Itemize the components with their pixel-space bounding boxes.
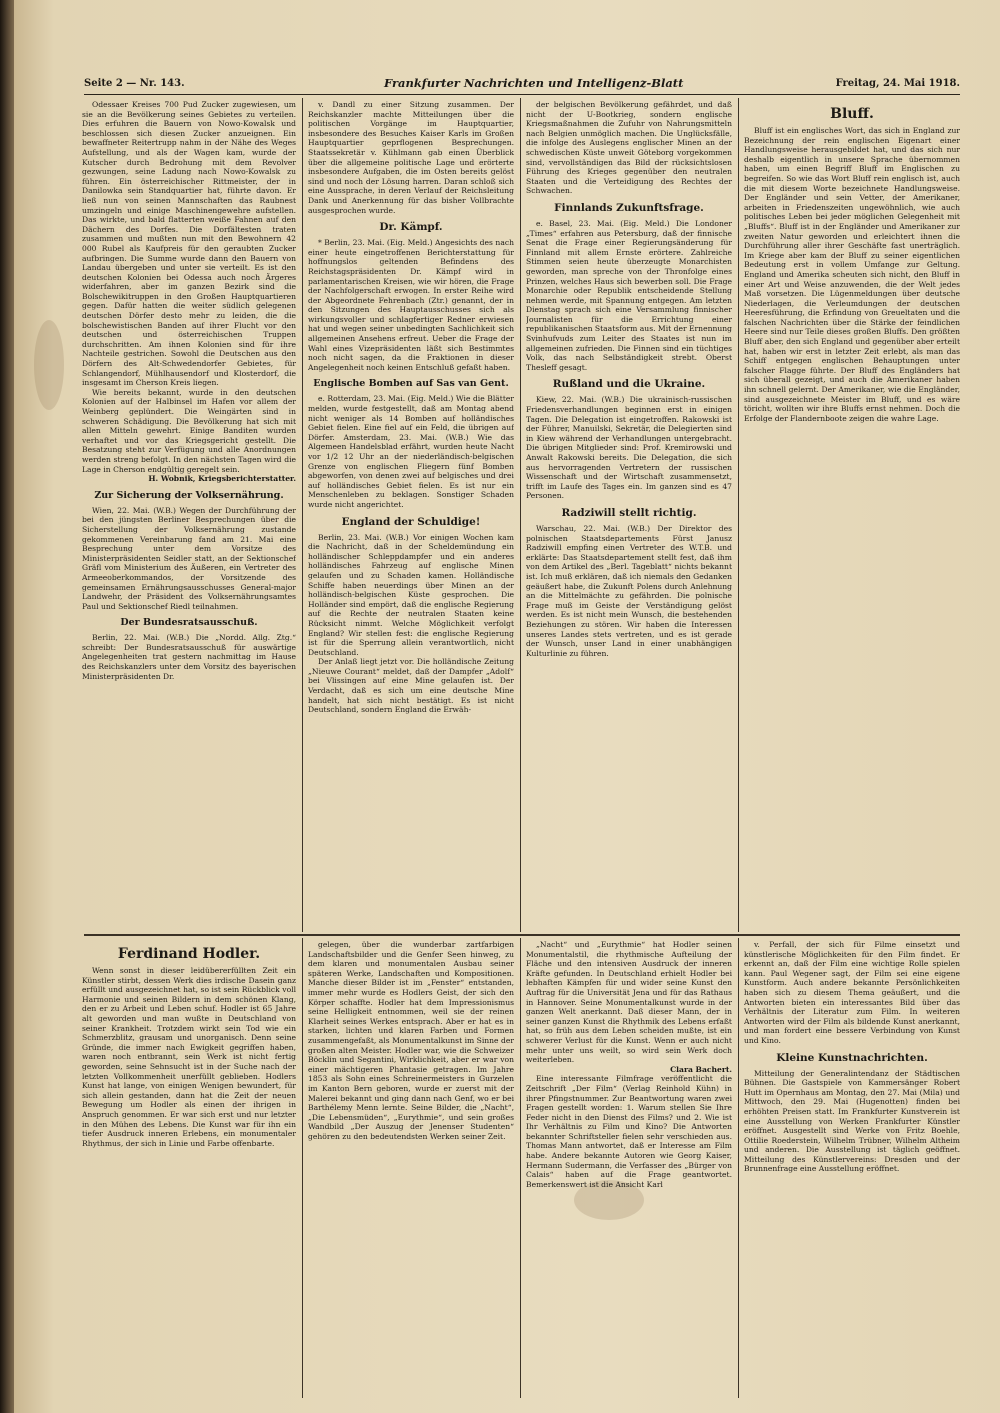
byline: H. Wobnik, Kriegsberichterstatter. xyxy=(148,474,296,484)
headline-radziwill: Radziwill stellt richtig. xyxy=(561,506,697,519)
article-text: Wien, 22. Mai. (W.B.) Wegen der Durchführung der bei den jüngsten Berliner Besprechungen über die Sicherstellung der Volksernährung zustande gekommenen Vereinbarung fand am 21. Mai eine Besprechung unter dem Vorsitze des Ministerpräsidenten Seidler statt, an der Sektionschef Gräfl vom Ministerium des Äußeren, ein Vertreter des Armeeoberkommandos, der Vorsitzende des gemeinsamen Ernährungsausschusses General-major Landwehr, der Präsident des Volksernährungsamtes Paul und Sektionschef Riedl teilnahmen. xyxy=(82,505,296,611)
article-text: v. Dandl zu einer Sitzung zusammen. Der Reichskanzler machte Mitteilungen über die politischen Vorgänge im Hauptquartier, insbesondere des Besuches Kaiser Karls im Großen Hauptquartier geprflogenen Besprechungen. Staatssekretär v. Kühlmann gab einen Überblick über die allgemeine politische Lage und erörterte insbesondere Aufgaben, die im Osten bereits gelöst sind und noch der Lösung harren. Daran schloß sich eine Aussprache, in deren Verlauf der Reichsleitung Dank und Anerkennung für das bisher Vollbrachte ausgesprochen wurde. xyxy=(308,100,514,215)
headline-bomben: Englische Bomben auf Sas van Gent. xyxy=(313,378,509,390)
article-column-2 xyxy=(308,100,514,932)
article-text: Wie bereits bekannt, wurde in den deutschen Kolonien auf der Halbinsel im Hafen vor allem der Weinberg geplündert. Die Weingärten sind in schweren Schädigung. Die Bevölkerung hat sich mit allen Mitteln gewehrt. Einige Banditen wurden verhaftet und vor das Kriegsgericht gestellt. Die Besatzung steht zur Verfügung und alle Anordnungen werden streng befolgt. In den nächsten Tagen wird die Lage in Cherson endgültig geregelt sein. xyxy=(82,387,296,474)
article-text: Mitteilung der Generalintendanz der Städtischen Bühnen. Die Gastspiele von Kammersänger Robert Hutt im Opernhaus am Montag, den 27. Mai (Mila) und Mittwoch, den 29. Mai (Hugenotten) finden bei erhöhten Preisen statt. Im Frankfurter Kunstverein ist eine Ausstellung von Werken Frankfurter Künstler eröffnet. Ausgestellt sind Werke von Fritz Boehle, Ottilie Roederstein, Wilhelm Trübner, Wilhelm Altheim und anderen. Die Ausstellung ist täglich geöffnet. Mitteilung des Künstlervereins: Dresden und der Brunnenfrage eine Ausstellung eröffnet. xyxy=(744,1068,960,1174)
column-rule xyxy=(302,98,303,932)
article-text: Berlin, 23. Mai. (W.B.) Vor einigen Wochen kam die Nachricht, daß in der Scheldemündung ein holländischer Schleppdampfer und ein anderes holländisches Fahrzeug auf englische Minen gelaufen und zu Schaden kamen. Holländische Schiffe haben neuerdings über Minen an der holländisch-belgischen Küste gesprochen. Die Holländer sind empört, daß die englische Regierung auf die Rechte der neutralen Staaten keine Rücksicht nimmt. Welche Möglichkeit verfolgt England? Wir stellen fest: die englische Regierung ist für die Sperrung allein verantwortlich, nicht Deutschland. xyxy=(308,532,514,657)
article-text: e. Basel, 23. Mai. (Eig. Meld.) Die Londoner „Times“ erfahren aus Petersburg, daß der finnische Senat die Frage einer Regierungsänderung für Finnland mit allem Ernste erörtere. Zahlreiche Stimmen seien heute überzeugte Monarchisten geworden, man spreche von der Thronfolge eines Prinzen, welches Haus sich bewerben soll. Die Frage Monarchie oder Republik entscheidende Stellung nehmen werde, mit Spannung entgegen. Am letzten Dienstag sprach sich eine Versammlung finnischer Journalisten für die Errichtung einer republikanischen Staatsform aus. Mit der Ernennung Svinhufvuds zum Leiter des Staates ist nun im allgemeinen zufrieden. Die Finnen sind ein tüchtiges Volk, das nach Selbständigkeit strebt. Oberst Thesleff gesagt. xyxy=(526,218,732,372)
headline-hodler: Ferdinand Hodler. xyxy=(117,946,261,962)
column-rule xyxy=(738,98,739,932)
article-text: gelegen, über die wunderbar zartfarbigen Landschaftsbilder und die Genfer Seen hinweg, zu dem klaren und monumentalen Ausbau seiner späteren Werke, Landschaften und Kompositionen. Manche dieser Bilder ist im „Fenster“ entstanden, immer mehr wurde es Hodlers Geist, der sich den Körper schaffte. Hodler hat dem Impressionismus seine Helligkeit entnommen, weil sie der reinen Klarheit seines Werkes entsprach. Aber er hat es in starken, lichten und klaren Farben und Formen zusammengefaßt, als Monumentalkunst im Sinne der großen alten Meister. Hodler war, wie die Schweizer Böcklin und Segantini, Wirklichkeit, aber er war von einer mächtigeren Phantasie getragen. Im Jahre 1853 als Sohn eines Schreinermeisters in Gurzelen im Kanton Bern geboren, wurde er zuerst mit der Malerei bekannt und ging dann nach Genf, wo er bei Barthélemy Menn lernte. Seine Bilder, die „Nacht“, „Die Lebensmüden“, „Eurythmie“, und sein großes Wandbild „Der Auszug der Jenenser Studenten“ gehören zu den bedeutendsten Werken seiner Zeit. xyxy=(308,940,514,1141)
feuilleton-column-4 xyxy=(744,940,960,1398)
headline-volksernaehrung: Zur Sicherung der Volksernährung. xyxy=(94,489,284,501)
article-column-3 xyxy=(526,100,732,932)
feuilleton-column-1 xyxy=(82,940,296,1398)
column-rule xyxy=(520,938,521,1398)
page-header xyxy=(84,72,960,95)
article-text: Wenn sonst in dieser leidübererfüllten Zeit ein Künstler stirbt, dessen Werk dies irdische Dasein ganz erfüllt und ausgezeichnet hat, so ist sein Rückblick voll Harmonie und seinen Bildern in dem schönen Klang, den er zu Arbeit und Leben schuf. Hodler ist 65 Jahre alt geworden und man wußte in Deutschland von seiner Krankheit. Trotzdem wirkt sein Tod wie ein Schmerzblitz, grausam und unorganisch. Denn seine Gründe, die immer nach Ewigkeit gegriffen haben, waren noch entbrannt, sein Werk ist nicht fertig geworden, seine Sehnsucht ist in der Suche nach der letzten Vollkommenheit unerfüllt geblieben. Hodlers Kunst hat lange, von einigen Wenigen bewundert, für sich allein gestanden, dann hat die Zeit der neuen Bewegung um Hodler als einen der ihrigen in Anspruch genommen. Er war sich erst und nur letzter in den Mühen des Lebens. Die Kunst war für ihn ein tiefer Ausdruck inneren Erlebens, ein monumentaler Rhythmus, der sich in Linie und Farbe offenbarte. xyxy=(82,966,296,1148)
article-text: Kiew, 22. Mai. (W.B.) Die ukrainisch-russischen Friedensverhandlungen beginnen erst in einigen Tagen. Die Delegation ist eingetroffen. Rakowski ist der Führer, Manuilski, Sekretär, die Delegierten sind in Kiew während der Verhandlungen untergebracht. Die übrigen Mitglieder sind: Prof. Kremirowski und Anwalt Rakowski bereits. Die Delegation, die sich aus hervorragenden Vertretern der russischen Wissenschaft und der Wirtschaft zusammensetzt, trifft im Laufe des Tages ein. Im ganzen sind es 47 Personen. xyxy=(526,395,732,501)
article-text: Odessaer Kreises 700 Pud Zucker zugewiesen, um sie an die Bevölkerung seines Gebietes zu verteilen. Dies erfuhren die Bauern von Nowo-Kowalsk und beschlossen sich diesen Zucker anzueignen. Ein bewaffneter Reitertrupp nahm in der Nähe des Weges Aufstellung, und als der Wagen kam, wurde der Kutscher durch Bedrohung mit dem Revolver gezwungen, seine Ladung nach Nowo-Kowalsk zu führen. Ein österreichischer Rittmeister, der in Danilowka sein Standquartier hat, führte davon. Er ließ nun von seinen Mannschaften das Raubnest umzingeln und einige Maschinengewehre aufstellen. Das wirkte, und bald flatterten weiße Fahnen auf den Dächern des Dorfes. Die Dorfältesten traten zusammen und mußten nun mit den Bewohnern 42 000 Rubel als Kaufpreis für den geraubten Zucker aufbringen. Die Summe wurde dann den Bauern von Landau übergeben und unter sie verteilt. Es ist den deutschen Kolonien bei Odessa auch noch Ärgeres widerfahren, aber im ganzen Bezirk sind die Bolschewikitruppen in den Großen Hauptquartieren gegen. Dafür hatten die weiter südlich gelegenen deutschen Dörfer desto mehr zu leiden, die die bolschewistischen Banden auf ihrer Flucht vor den deutschen und österreichischen Truppen durchschritten. Am ihnen Kolonien sind für ihre Nachteile gestrichen. Sowohl die Deutschen aus den Dörfern des Alt-Schwedendorfer Gebietes, für Schlangendorf, Mühlhausendorf und Klosterdorf, die insgesamt im Cherson Kreis liegen. xyxy=(82,100,296,388)
issue-date: Freitag, 24. Mai 1918. xyxy=(835,78,960,89)
page-number: Seite 2 — Nr. 143. xyxy=(84,78,185,89)
newspaper-page xyxy=(14,0,1000,1413)
section-rule xyxy=(84,934,960,936)
article-text: Bluff ist ein englisches Wort, das sich in England zur Bezeichnung der rein englischen Eigenart einer Handlungsweise herausgebildet hat, und das sich nur deshalb eigentlich in unsere Sprache übernommen haben, um einen Begriff Bluff im Englischen zu begreifen. So wie das Wort Bluff rein englisch ist, auch die mit diesem Worte bezeichnete Handlungsweise. Der Engländer und sein Vetter, der Amerikaner, arbeiten in Friedenszeiten ungewöhnlich, wie auch politisches Leben bei jeder möglichen Gelegenheit mit „Bluffs“. Bluff ist in der Engländer und Amerikaner zur zweiten Natur geworden und erleichtert ihnen die Durchführung aller ihrer Geschäfte fast unerträglich. Im Kriege aber kam der Bluff zu seiner eigentlichen Bedeutung erst in vollem Umfange zur Geltung. England und Amerika scheuten sich nicht, den Bluff in einer Art und Weise anzuwenden, die der Welt jedes Maß vorsetzen. Die Lügenmeldungen über deutsche Niederlagen, die Verleumdungen der deutschen Heeresführung, die Erfindung von Greueltaten und die falschen Nachrichten über die Stärke der feindlichen Heere sind nur Teile dieses großen Bluffs. Den größten Bluff aber, den sich England und gegenüber aber erteilt hat, haben wir erst in letzter Zeit erlebt, als man das Schiff entgegen englischen Behauptungen unter falscher Flagge führte. Der Bluff des Engländers hat sich überall gezeigt, und auch die Amerikaner haben ihn schnell gelernt. Der Amerikaner, wie die Engländer, sind ausgezeichnete Meister im Bluff, und es wäre töricht, wollten wir ihre Bluffs ernst nehmen. Doch die Erfolge der Flandernboote zeigen die wahre Lage. xyxy=(744,126,960,423)
newspaper-title: Frankfurter Nachrichten und Intelligenz-Blatt xyxy=(384,76,684,90)
headline-finnland: Finnlands Zukunftsfrage. xyxy=(554,201,704,214)
headline-kaempf: Dr. Kämpf. xyxy=(379,221,443,234)
paper-stain xyxy=(34,320,64,410)
article-column-1 xyxy=(82,100,296,932)
headline-russland: Rußland und die Ukraine. xyxy=(552,378,706,391)
article-text: Eine interessante Filmfrage veröffentlicht die Zeitschrift „Der Film“ (Verlag Reinhold Kühn) in ihrer Pfingstnummer. Zur Beantwortung waren zwei Fragen gestellt worden: 1. Warum stellen Sie Ihre Feder nicht in den Dienst des Films? und 2. Wie ist Ihr Verhältnis zu Film und Kino? Die Antworten bekannter Schriftsteller fielen sehr verschieden aus. Thomas Mann antwortet, daß er Interesse am Film habe. Andere bekannte Autoren wie Georg Kaiser, Hermann Sudermann, die Verfasser des „Bürger von Calais“ haben auf die Frage geantwortet. Bemerkenswert ist die Ansicht Karl xyxy=(526,1074,732,1189)
column-rule xyxy=(520,98,521,932)
article-text: Der Anlaß liegt jetzt vor. Die holländische Zeitung „Nieuwe Courant“ meldet, daß der Dampfer „Adolf“ bei Vlissingen auf eine Mine gelaufen ist. Der Verdacht, daß es sich um eine deutsche Mine handelt, hat sich nicht bestätigt. Es ist nicht Deutschland, sondern England die Erwäh- xyxy=(308,657,514,715)
article-text: der belgischen Bevölkerung gefährdet, und daß nicht der U-Bootkrieg, sondern englische Kriegsmaßnahmen die Zufuhr von Nahrungsmitteln nach Belgien unmöglich machen. Die Unglücksfälle, die infolge des Auslegens englischer Minen an der schwedischen Küste unweit Göteborg vorgekommen sind, vervollständigen das Bild der rücksichtslosen Führung des Krieges gegenüber den neutralen Staaten und die Verteidigung des Rechtes der Schwachen. xyxy=(526,100,732,196)
article-text: e. Rotterdam, 23. Mai. (Eig. Meld.) Wie die Blätter melden, wurde festgestellt, daß am Montag abend nicht weniger als 14 Bomben auf holländisches Gebiet fielen. Eine fiel auf ein Feld, die übrigen auf Dörfer. Amsterdam, 23. Mai. (W.B.) Wie das Algemeen Handelsblad erfährt, wurden heute Nacht vor 1/2 12 Uhr an der niederländisch-belgischen Grenze von englischen Fliegern fünf Bomben abgeworfen, von denen zwei auf belgisches und drei auf holländisches Gebiet fielen. Es ist nur ein Menschenleben zu beklagen. Sonstiger Schaden wurde nicht angerichtet. xyxy=(308,394,514,509)
headline-bundesrat: Der Bundesratsausschuß. xyxy=(120,617,258,629)
headline-kunstnachrichten: Kleine Kunstnachrichten. xyxy=(776,1051,928,1064)
article-text: „Nacht“ und „Eurythmie“ hat Hodler seinen Monumentalstil, die rhythmische Aufteilung der Fläche und den intensiven Ausdruck der inneren Kräfte gefunden. In Deutschland erhielt Hodler bei lebhaften Kämpfen für und wider seine Kunst den Auftrag für die Universität Jena und für das Rathaus in Hannover. Seine Monumentalkunst wurde in der ganzen Welt anerkannt. Daß dieser Mann, der in seiner ganzen Kunst die Rhythmik des Lebens erfaßt hat, so früh aus dem Leben scheiden mußte, ist ein schwerer Verlust für die Kunst. Wenn er auch nicht mehr unter uns weilt, so wird sein Werk doch weiterleben. xyxy=(526,940,732,1065)
headline-bluff: Bluff. xyxy=(830,106,874,122)
article-text: Berlin, 22. Mai. (W.B.) Die „Nordd. Allg. Ztg.“ schreibt: Der Bundesratsausschuß für auswärtige Angelegenheiten trat gestern nachmittag im Hause des Reichskanzlers unter dem Vorsitz des bayerischen Ministerpräsidenten Dr. xyxy=(82,633,296,681)
byline: Clara Bachert. xyxy=(670,1064,732,1074)
feuilleton-column-2 xyxy=(308,940,514,1398)
article-column-4 xyxy=(744,100,960,932)
binding-spine xyxy=(0,0,14,1413)
article-text: * Berlin, 23. Mai. (Eig. Meld.) Angesichts des nach einer heute eingetroffenen Berichterstattung für hoffnungslos geltenden Befindens des Reichstagspräsidenten Dr. Kämpf wird in parlamentarischen Kreisen, wie wir hören, die Frage der Nachfolgerschaft erwogen. In erster Reihe wird der Abgeordnete Fehrenbach (Ztr.) genannt, der in den Sitzungen des Hauptausschusses sich als wirkungsvoller und schlagfertiger Redner erwiesen hat und wegen seiner unbedingten Sachlichkeit sich allgemeinen Ansehens erfreut. Ueber die Frage der Wahl eines Vizepräsidenten läßt sich Bestimmtes noch nicht sagen, da die Fraktionen in dieser Angelegenheit noch keinen Entschluß gefaßt haben. xyxy=(308,238,514,372)
feuilleton-column-3 xyxy=(526,940,732,1398)
article-text: Warschau, 22. Mai. (W.B.) Der Direktor des polnischen Staatsdepartements Fürst Janusz Radziwill empfing einen Vertreter des W.T.B. und erklärte: Das Staatsdepartement stellt fest, daß ihm von dem Artikel des „Berl. Tageblatt“ nichts bekannt ist. Ich muß erklären, daß ich niemals den Gedanken geäußert habe, die Zukunft Polens durch Anlehnung an die Mittelmächte zu gefährden. Die polnische Frage muß im Geiste der Verständigung gelöst werden. Es ist nicht mein Wunsch, die bestehenden Beziehungen zu stören. Wir haben die Interessen unseres Landes stets vertreten, und es ist gerade der Wunsch, unser Land in einer unabhängigen Kulturlinie zu führen. xyxy=(526,523,732,658)
article-text: v. Perfall, der sich für Filme einsetzt und künstlerische Möglichkeiten für den Film findet. Er erkennt an, daß der Film eine wichtige Rolle spielen kann. Paul Wegener sagt, der Film sei eine eigene Kunstform. Auch andere bekannte Persönlichkeiten haben sich zu diesem Thema geäußert, und die Antworten bieten ein interessantes Bild über das Verhältnis der Literatur zum Film. In weiteren Antworten wird der Film als bildende Kunst anerkannt, und man fordert eine bessere Verbindung von Kunst und Kino. xyxy=(744,940,960,1045)
column-rule xyxy=(302,938,303,1398)
headline-england: England der Schuldige! xyxy=(341,515,481,528)
column-rule xyxy=(738,938,739,1398)
